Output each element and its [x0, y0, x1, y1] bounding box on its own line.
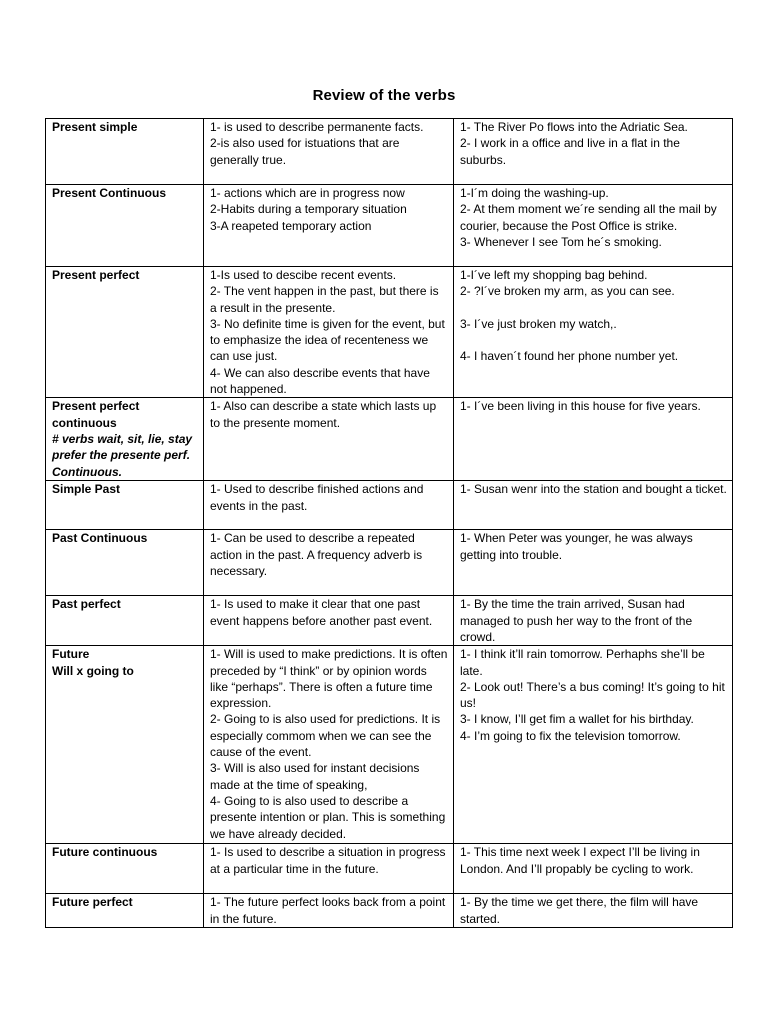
- usage-text: 2-is also used for istuations that are generally true.: [210, 136, 400, 167]
- tense-name: Present perfect continuous: [52, 399, 140, 430]
- examples-cell: [454, 596, 733, 646]
- usage-text: 1- Will is used to make predictions. It is often preceded by “I think” or by opinion words like “perhaps”. There is often a future time expression.: [210, 647, 448, 711]
- tense-cell: [46, 398, 204, 481]
- example-text: 1- Susan wenr into the station and bought a ticket.: [460, 482, 727, 497]
- usage-text: 1- Is used to describe a situation in progress at a particular time in the future.: [210, 845, 446, 876]
- tense-name: Future perfect: [52, 895, 133, 910]
- table-row: [46, 267, 733, 398]
- tense-cell: [46, 894, 204, 928]
- tense-name: Future continuous: [52, 845, 158, 860]
- usage-text: 1- Used to describe finished actions and events in the past.: [210, 482, 424, 513]
- tense-cell: [46, 119, 204, 185]
- tense-name: Simple Past: [52, 482, 121, 497]
- document-title: Review of the verbs: [312, 87, 456, 104]
- examples-cell: [454, 481, 733, 530]
- example-text: 2- Look out! There’s a bus coming! It’s going to hit us!: [460, 679, 725, 711]
- usage-cell: [204, 646, 454, 844]
- usage-text: 2-Habits during a temporary situation: [210, 202, 407, 217]
- usage-cell: [204, 267, 454, 398]
- table-row: [46, 894, 733, 928]
- tense-cell: [46, 646, 204, 844]
- table-row: [46, 530, 733, 596]
- example-text: 2- ?I´ve broken my arm, as you can see.: [460, 284, 675, 299]
- tense-name: Will x going to: [52, 663, 134, 678]
- example-text: 3- I´ve just broken my watch,.: [460, 316, 617, 331]
- usage-text: 4- We can also describe events that have not happened.: [210, 365, 430, 397]
- usage-text: 3- No definite time is given for the event, but to emphasize the idea of recenteness we can use just.: [210, 316, 445, 364]
- usage-cell: [204, 844, 454, 894]
- example-text: 2- At them moment we´re sending all the mail by courier, because the Post Office is strike.: [460, 202, 717, 233]
- usage-cell: [204, 596, 454, 646]
- example-text: 4- I’m going to fix the television tomorrow.: [460, 728, 681, 743]
- examples-cell: [454, 646, 733, 844]
- usage-text: 1-Is used to descibe recent events.: [210, 268, 397, 282]
- usage-cell: [204, 530, 454, 596]
- table-row: [46, 398, 733, 481]
- examples-cell: [454, 398, 733, 481]
- verb-review-table: [45, 118, 733, 928]
- examples-cell: [454, 267, 733, 398]
- examples-cell: [454, 119, 733, 185]
- examples-cell: [454, 844, 733, 894]
- usage-text: 3-A reapeted temporary action: [210, 218, 372, 233]
- usage-text: 1- The future perfect looks back from a point in the future.: [210, 895, 446, 926]
- usage-cell: [204, 398, 454, 481]
- tense-name: Present simple: [52, 120, 138, 134]
- usage-text: 1- Also can describe a state which lasts up to the presente moment.: [210, 399, 437, 430]
- example-text: 1-I´ve left my shopping bag behind.: [460, 268, 648, 282]
- usage-text: 1- is used to describe permanente facts.: [210, 120, 424, 134]
- tense-note: # verbs wait, sit, lie, stay prefer the presente perf. Continuous.: [52, 431, 193, 479]
- verb-table-body: [46, 119, 733, 928]
- example-text: 1- By the time we get there, the film will have started.: [460, 895, 699, 926]
- usage-text: 2- The vent happen in the past, but there is a result in the presente.: [210, 284, 439, 315]
- tense-cell: [46, 267, 204, 398]
- tense-name: Past perfect: [52, 597, 121, 612]
- example-text: 1- By the time the train arrived, Susan had managed to push her way to the front of the crowd.: [460, 597, 693, 644]
- usage-cell: [204, 119, 454, 185]
- example-text: 1-I´m doing the washing-up.: [460, 186, 609, 200]
- usage-cell: [204, 481, 454, 530]
- usage-text: 3- Will is also used for instant decisions made at the time of speaking,: [210, 761, 420, 792]
- example-text: 1- This time next week I expect I’ll be living in London. And I’ll propably be cycling to work.: [460, 845, 700, 876]
- tense-name: Past Continuous: [52, 531, 148, 546]
- example-text: 2- I work in a office and live in a flat in the suburbs.: [460, 136, 680, 167]
- example-text: [460, 332, 727, 348]
- usage-cell: [204, 185, 454, 267]
- usage-text: 1- Is used to make it clear that one past event happens before another past event.: [210, 597, 433, 628]
- usage-text: 1- Can be used to describe a repeated action in the past. A frequency adverb is necessary.: [210, 531, 423, 578]
- examples-cell: [454, 185, 733, 267]
- table-row: [46, 481, 733, 530]
- example-text: 3- Whenever I see Tom he´s smoking.: [460, 234, 662, 249]
- tense-cell: [46, 530, 204, 596]
- tense-cell: [46, 481, 204, 530]
- tense-name: Present perfect: [52, 268, 140, 282]
- tense-cell: [46, 185, 204, 267]
- usage-cell: [204, 894, 454, 928]
- example-text: [460, 300, 727, 316]
- usage-text: 2- Going to is also used for predictions. It is especially commom when we can see the cause of the event.: [210, 712, 441, 760]
- table-row: [46, 185, 733, 267]
- tense-cell: [46, 596, 204, 646]
- tense-cell: [46, 844, 204, 894]
- examples-cell: [454, 894, 733, 928]
- example-text: 3- I know, I’ll get fim a wallet for his birthday.: [460, 712, 694, 727]
- examples-cell: [454, 530, 733, 596]
- table-row: [46, 646, 733, 844]
- example-text: 1- The River Po flows into the Adriatic Sea.: [460, 120, 688, 134]
- table-row: [46, 119, 733, 185]
- usage-text: 4- Going to is also used to describe a presente intention or plan. This is something we have already decided.: [210, 793, 446, 841]
- example-text: 4- I haven´t found her phone number yet.: [460, 349, 679, 364]
- table-row: [46, 596, 733, 646]
- table-row: [46, 844, 733, 894]
- example-text: 1- I´ve been living in this house for five years.: [460, 399, 701, 414]
- example-text: 1- When Peter was younger, he was always getting into trouble.: [460, 531, 693, 562]
- tense-name: Future: [52, 647, 90, 662]
- tense-name: Present Continuous: [52, 186, 167, 200]
- usage-text: 1- actions which are in progress now: [210, 186, 405, 200]
- example-text: 1- I think it’ll rain tomorrow. Perhaphs she’ll be late.: [460, 647, 705, 678]
